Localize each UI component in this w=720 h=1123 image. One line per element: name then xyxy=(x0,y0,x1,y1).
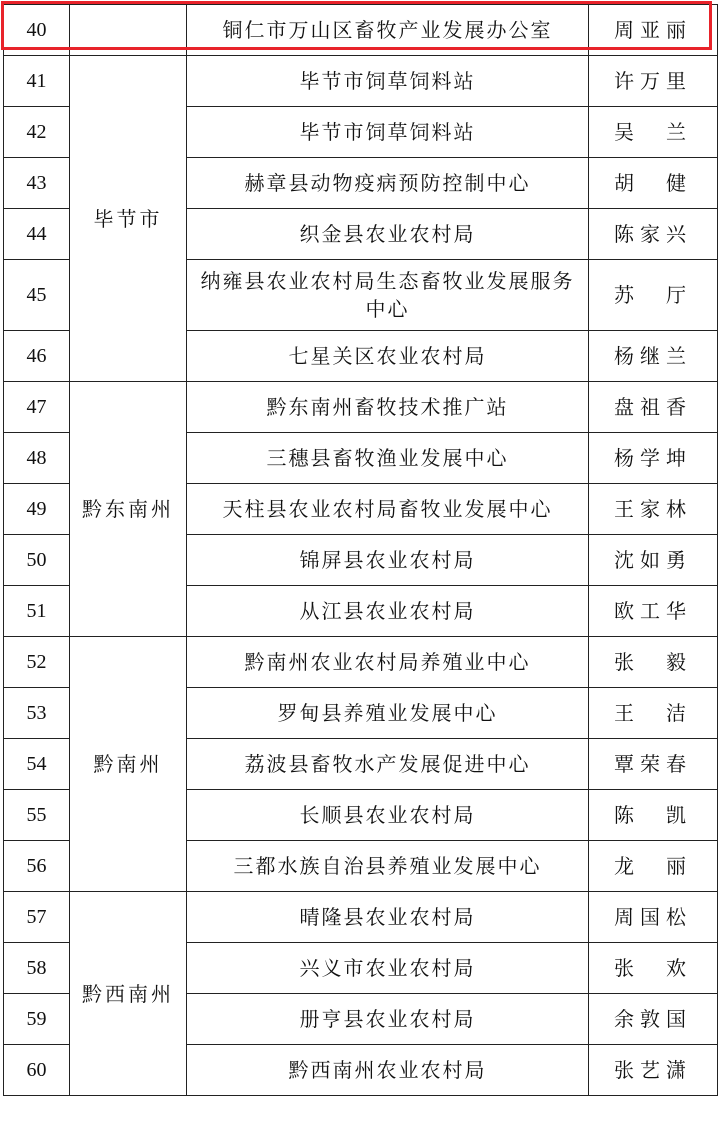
table-row xyxy=(4,637,718,688)
row-number: 59 xyxy=(4,994,70,1045)
name-cell: 吴 兰 xyxy=(589,107,718,158)
name-cell: 杨继兰 xyxy=(589,331,718,382)
row-number: 57 xyxy=(4,892,70,943)
unit-cell: 纳雍县农业农村局生态畜牧业发展服务中心 xyxy=(187,260,589,331)
row-number: 55 xyxy=(4,790,70,841)
row-number: 45 xyxy=(4,260,70,331)
name-cell: 沈如勇 xyxy=(589,535,718,586)
unit-cell: 锦屏县农业农村局 xyxy=(187,535,589,586)
unit-cell: 晴隆县农业农村局 xyxy=(187,892,589,943)
table-row xyxy=(4,5,718,56)
row-number: 41 xyxy=(4,56,70,107)
region-cell: 黔东南州 xyxy=(70,382,187,637)
unit-cell: 铜仁市万山区畜牧产业发展办公室 xyxy=(187,5,589,56)
row-number: 42 xyxy=(4,107,70,158)
table-row xyxy=(4,892,718,943)
unit-cell: 荔波县畜牧水产发展促进中心 xyxy=(187,739,589,790)
unit-cell: 罗甸县养殖业发展中心 xyxy=(187,688,589,739)
name-cell: 王家林 xyxy=(589,484,718,535)
name-cell: 陈家兴 xyxy=(589,209,718,260)
row-number: 46 xyxy=(4,331,70,382)
region-cell: 黔西南州 xyxy=(70,892,187,1096)
unit-cell: 三都水族自治县养殖业发展中心 xyxy=(187,841,589,892)
unit-cell: 从江县农业农村局 xyxy=(187,586,589,637)
row-number: 48 xyxy=(4,433,70,484)
personnel-table xyxy=(3,4,718,1096)
row-number: 40 xyxy=(4,5,70,56)
row-number: 44 xyxy=(4,209,70,260)
region-cell: 毕节市 xyxy=(70,56,187,382)
unit-cell: 天柱县农业农村局畜牧业发展中心 xyxy=(187,484,589,535)
name-cell: 胡 健 xyxy=(589,158,718,209)
row-number: 54 xyxy=(4,739,70,790)
name-cell: 张艺潇 xyxy=(589,1045,718,1096)
name-cell: 余敦国 xyxy=(589,994,718,1045)
unit-cell: 织金县农业农村局 xyxy=(187,209,589,260)
unit-cell: 兴义市农业农村局 xyxy=(187,943,589,994)
unit-cell: 册亨县农业农村局 xyxy=(187,994,589,1045)
name-cell: 覃荣春 xyxy=(589,739,718,790)
name-cell: 许万里 xyxy=(589,56,718,107)
name-cell: 苏 厅 xyxy=(589,260,718,331)
unit-cell: 长顺县农业农村局 xyxy=(187,790,589,841)
unit-cell: 毕节市饲草饲料站 xyxy=(187,56,589,107)
row-number: 49 xyxy=(4,484,70,535)
unit-cell: 黔东南州畜牧技术推广站 xyxy=(187,382,589,433)
unit-cell: 赫章县动物疫病预防控制中心 xyxy=(187,158,589,209)
name-cell: 周亚丽 xyxy=(589,5,718,56)
name-cell: 龙 丽 xyxy=(589,841,718,892)
name-cell: 杨学坤 xyxy=(589,433,718,484)
table-row xyxy=(4,56,718,107)
row-number: 52 xyxy=(4,637,70,688)
name-cell: 周国松 xyxy=(589,892,718,943)
unit-cell: 三穗县畜牧渔业发展中心 xyxy=(187,433,589,484)
name-cell: 盘祖香 xyxy=(589,382,718,433)
row-number: 58 xyxy=(4,943,70,994)
row-number: 47 xyxy=(4,382,70,433)
row-number: 60 xyxy=(4,1045,70,1096)
name-cell: 王 洁 xyxy=(589,688,718,739)
row-number: 43 xyxy=(4,158,70,209)
unit-cell: 黔南州农业农村局养殖业中心 xyxy=(187,637,589,688)
row-number: 56 xyxy=(4,841,70,892)
row-number: 53 xyxy=(4,688,70,739)
unit-cell: 七星关区农业农村局 xyxy=(187,331,589,382)
name-cell: 张 毅 xyxy=(589,637,718,688)
row-number: 50 xyxy=(4,535,70,586)
name-cell: 张 欢 xyxy=(589,943,718,994)
unit-cell: 毕节市饲草饲料站 xyxy=(187,107,589,158)
name-cell: 欧工华 xyxy=(589,586,718,637)
region-cell xyxy=(70,5,187,56)
table-row xyxy=(4,382,718,433)
row-number: 51 xyxy=(4,586,70,637)
unit-cell: 黔西南州农业农村局 xyxy=(187,1045,589,1096)
region-cell: 黔南州 xyxy=(70,637,187,892)
name-cell: 陈 凯 xyxy=(589,790,718,841)
